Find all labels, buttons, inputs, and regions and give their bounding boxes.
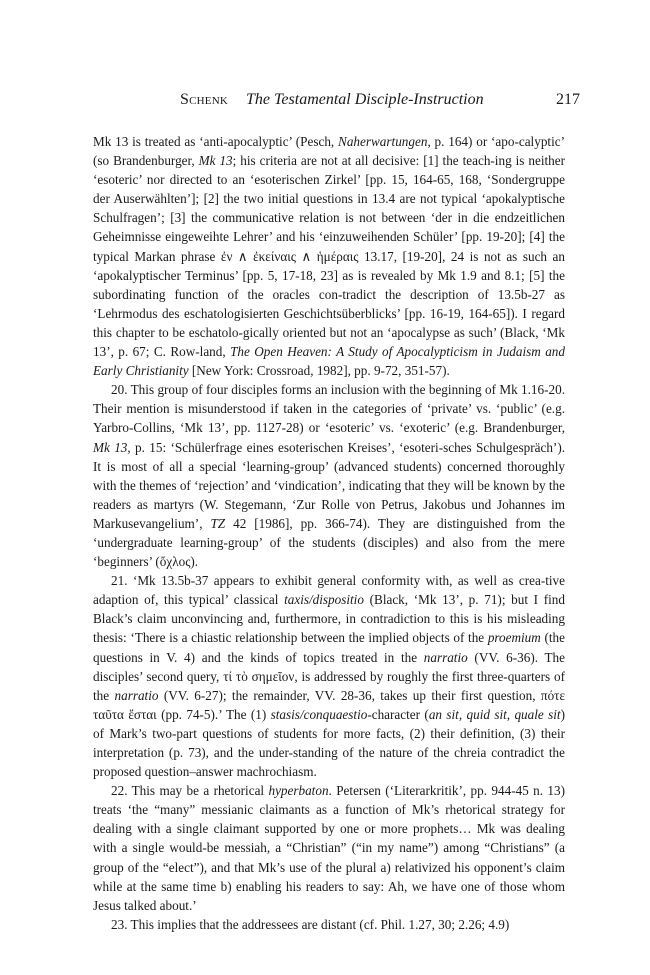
italic-text-segment: Mk 13 — [93, 439, 128, 455]
footnote-21 — [93, 571, 565, 781]
text-segment: , p. 164) or ‘apo-calyptic’ (so Brandenburger, — [93, 134, 565, 169]
italic-text-segment: an sit, quid sit, quale sit — [428, 706, 561, 722]
footnote-23 — [93, 915, 565, 934]
text-segment: 22. This may be a rhetorical — [111, 783, 269, 799]
italic-text-segment: The Open Heaven: A Study of Apocalypticism in Judaism and Early Christianity — [93, 344, 565, 379]
running-header-title: The Testamental Disciple-Instruction — [246, 91, 484, 108]
text-segment: (the questions in V. 4) and the kinds of topics treated in the — [93, 630, 565, 665]
italic-text-segment: taxis/dispositio — [284, 592, 364, 608]
text-segment: -character ( — [367, 706, 429, 722]
text-segment: 23. This implies that the addressees are distant (cf. Phil. 1.27, 30; 2.26; 4.9) — [111, 916, 510, 932]
footnotes-block — [93, 132, 565, 934]
italic-text-segment: Mk 13 — [198, 153, 233, 169]
italic-text-segment: proemium — [487, 630, 541, 646]
italic-text-segment: hyperbaton — [268, 783, 329, 799]
italic-text-segment: narratio — [114, 687, 159, 703]
footnote-continuation — [93, 132, 565, 380]
footnote-22 — [93, 781, 565, 915]
italic-text-segment: Naherwartungen — [338, 134, 428, 149]
italic-text-segment: stasis/conquaestio — [270, 706, 368, 722]
text-segment: , p. 15: ‘Schülerfrage eines esoterischen Kreises’, ‘esoteri-sches Schulgespräch’). It is most of all a special ‘learning-group’ (advanced students) concerned thoroughly with the themes of ‘rejection’ and ‘vindication’, indicating that they will be known by the readers as martyrs (W. Stegemann, ‘Zur Rolle von Petrus, Jakobus und Johannes im Markusevangelium’, — [93, 439, 566, 531]
italic-text-segment: narratio — [423, 649, 468, 665]
footnote-20 — [93, 380, 565, 571]
text-segment: [New York: Crossroad, 1982], pp. 9-72, 351-57). — [188, 363, 450, 379]
text-segment: 42 [1986], pp. 366-74). They are distinguished from the ‘undergraduate learning-group’ of the students (disciples) and also from the mere ‘beginners’ (ὄχλος). — [93, 515, 566, 570]
text-segment: . Petersen (‘Literarkritik’, pp. 944-45 n. 13) treats ‘the “many” messianic claimants as a function of Mk’s rhetorical strategy for dealing with a single claimant supported by one or more prophets… Mk was dealing with a single would-be messiah, a “Christian” (“in my name”) among “Christians” (a group of the “elect”), and that Mk’s use of the plural a) relativized his opponent’s claim while at the same time b) enabling his readers to say: Ah, we have one of those whom Jesus talked about.’ — [93, 783, 565, 913]
text-segment: (VV. 6-36). The disciples’ second query, τί τὸ σημεῖον, is addressed by roughly the first three-quarters of the — [93, 649, 565, 703]
italic-text-segment: TZ — [210, 515, 226, 531]
text-segment: ) of Mark’s two-part questions of students for more facts, (2) their definition, (3) their interpretation (p. 73), and the under-standing of the nature of the chreia contradict the proposed question–answer machrochiasm. — [93, 706, 565, 780]
running-header — [180, 90, 580, 114]
text-segment: Mk 13 is treated as ‘anti-apocalyptic’ (Pesch, — [93, 134, 339, 149]
running-header-author: Schenk — [180, 91, 228, 108]
page-number: 217 — [556, 91, 580, 108]
text-segment: (Black, ‘Mk 13’, p. 71); but I find Black’s claim unconvincing and, furthermore, in contradiction to this is his misleading thesis: ‘There is a chiastic relationship between the implied objects of the — [93, 592, 565, 646]
text-segment: 21. ‘Mk 13.5b-37 appears to exhibit general conformity with, as well as crea-tive adaption of, this typical’ classical — [93, 573, 565, 608]
text-segment: 20. This group of four disciples forms an inclusion with the beginning of Mk 1.16-20. Their mention is misunderstood if taken in the categories of ‘private’ vs. ‘public’ (e.g. Yarbro-Collins, ‘Mk 13’, pp. 1127-28) or ‘esoteric’ vs. ‘exoteric’ (e.g. Brandenburger, — [93, 382, 565, 436]
text-segment: ; his criteria are not at all decisive: [1] the teach-ing is neither ‘esoteric’ nor directed to an ‘esoterischen Zirkel’ [pp. 15, 164-65, 168, ‘Sondergruppe der Auserwählten’]; [2] the two initial questions in 13.4 are not typical ‘apokalyptische Schulfragen’; [3] the communicative relation is not between ‘der in die endzeitlichen Geheimnisse eingeweihte Lehrer’ and his ‘einzuweihenden Schüler’ [pp. 19-20]; [4] the typical Markan phrase ἐν ∧ ἐκείναις ∧ ἡμέραις 13.17, [19-20], 24 is not as such an ‘apokalyptischer Terminus’ [pp. 5, 17-18, 23] as is revealed by Mk 1.9 and 8.1; [5] the subordinating function of the oracles con-tradict the description of 13.5b-27 as ‘Lehrmodus des eschatologisierten Geschichtsüberblicks’ [pp. 16-19, 164-65]). I regard this chapter to be eschatolo-gically oriented but not an ‘apocalypse as such’ (Black, ‘Mk 13’, p. 67; C. Row-land, — [93, 153, 565, 360]
text-segment: (VV. 6-27); the remainder, VV. 28-36, takes up their first question, πότε ταῦτα ἔσται (pp. 74-5).’ The (1) — [93, 687, 565, 722]
